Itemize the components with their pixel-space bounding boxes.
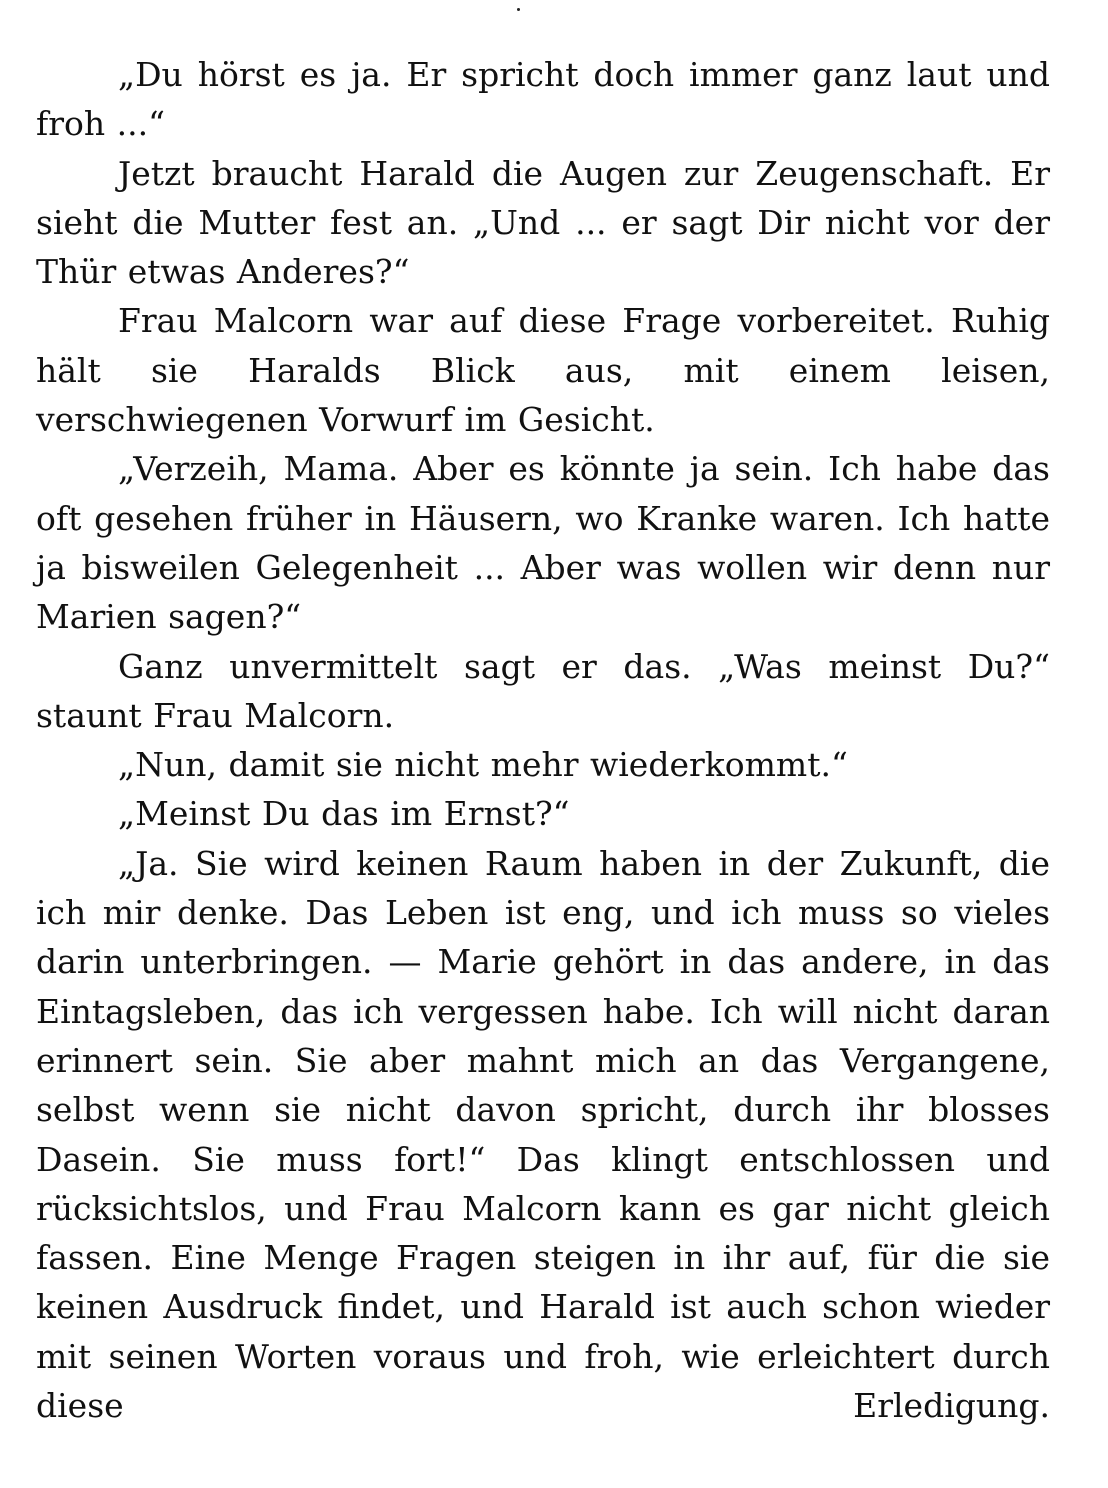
paragraph: „Du hörst es ja. Er spricht doch immer ganz laut und froh ...“ xyxy=(36,55,1050,144)
paragraph: Frau Malcorn war auf diese Frage vorbereitet. Ruhig hält sie Haralds Blick aus, mit einem leisen, verschwiegenen Vorwurf im Gesicht. xyxy=(36,301,1050,440)
paragraph: Ganz unvermittelt sagt er das. „Was meinst Du?“ staunt Frau Malcorn. xyxy=(36,646,1050,735)
paragraph: Jetzt braucht Harald die Augen zur Zeugenschaft. Er sieht die Mutter fest an. „Und ... er sagt Dir nicht vor der Thür etwas Anderes?“ xyxy=(36,153,1050,292)
paragraph: „Verzeih, Mama. Aber es könnte ja sein. Ich habe das oft gesehen früher in Häusern, wo Kranke waren. Ich hatte ja bisweilen Gelegenheit ... Aber was wollen wir denn nur Marien sagen?“ xyxy=(36,449,1050,637)
page-body xyxy=(36,50,1050,1430)
paragraph: „Ja. Sie wird keinen Raum haben in der Zukunft, die ich mir denke. Das Leben ist eng, und ich muss so vieles darin unterbringen. — Marie gehört in das andere, in das Eintagsleben, das ich vergessen habe. Ich will nicht daran erinnert sein. Sie aber mahnt mich an das Vergangene, selbst wenn sie nicht davon spricht, durch ihr blosses Dasein. Sie muss fort!“ Das klingt entschlossen und rücksichtslos, und Frau Malcorn kann es gar nicht gleich fassen. Eine Menge Fragen steigen in ihr auf, für die sie keinen Ausdruck findet, und Harald ist auch schon wieder mit seinen Worten voraus und froh, wie erleichtert durch diese Erledigung. xyxy=(36,843,1050,1426)
paragraph: „Nun, damit sie nicht mehr wiederkommt.“ xyxy=(118,745,848,785)
paragraph: „Meinst Du das im Ernst?“ xyxy=(118,794,570,834)
page-speck xyxy=(517,8,520,11)
